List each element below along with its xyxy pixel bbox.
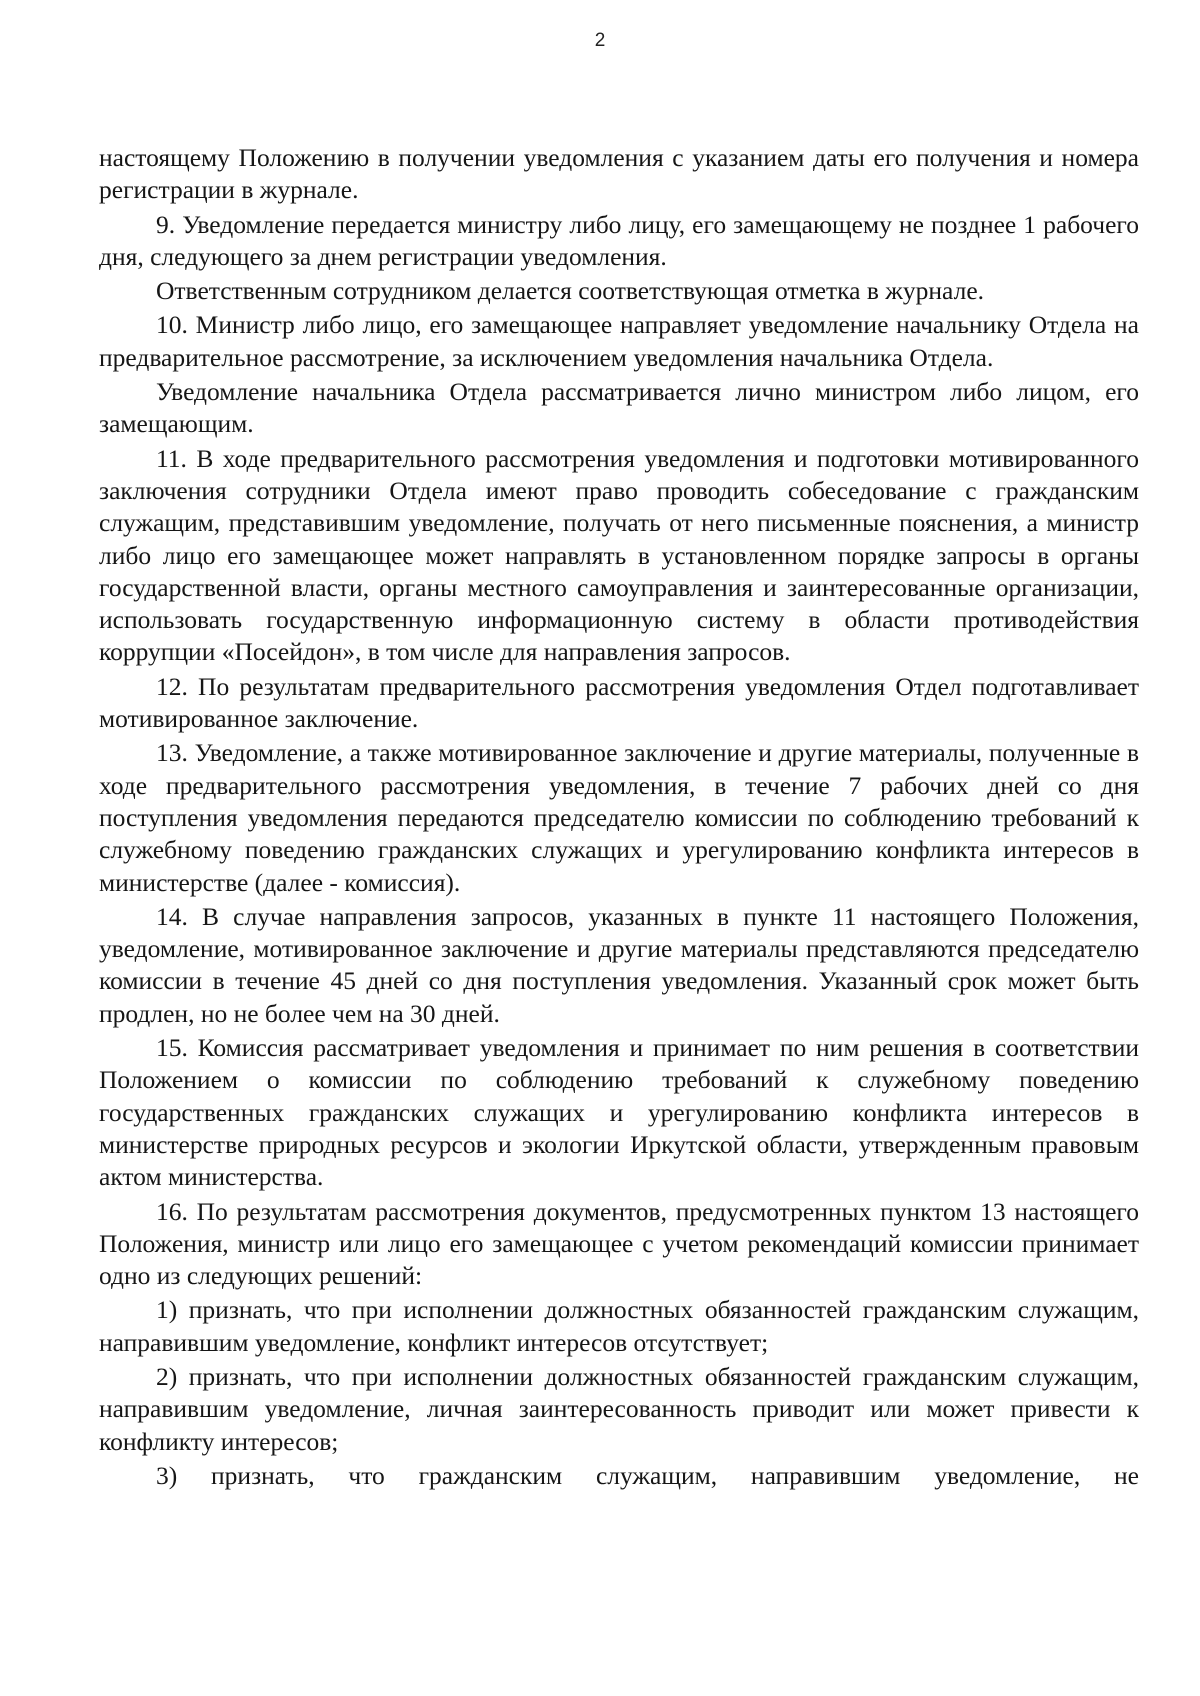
document-body — [99, 142, 1139, 1494]
paragraph: 9. Уведомление передается министру либо лицу, его замещающему не позднее 1 рабочего дня, следующего за днем регистрации уведомления. — [99, 209, 1139, 271]
paragraph: 13. Уведомление, а также мотивированное заключение и другие материалы, полученные в ходе предварительного рассмотрения уведомления, в течение 7 рабочих дней со дня поступления уведомления передаются председателю комиссии по соблюдению требований к служебному поведению гражданских служащих и урегулированию конфликта интересов в министерстве (далее - комиссия). — [99, 738, 1139, 897]
paragraph: 12. По результатам предварительного рассмотрения уведомления Отдел подготавливает мотивированное заключение. — [99, 671, 1139, 734]
paragraph: Ответственным сотрудником делается соответствующая отметка в журнале. — [156, 276, 985, 306]
paragraph: 14. В случае направления запросов, указанных в пункте 11 настоящего Положения, уведомление, мотивированное заключение и другие материалы представляются председателю комиссии в течение 45 дней со дня поступления уведомления. Указанный срок может быть продлен, но не более чем на 30 дней. — [99, 901, 1139, 1028]
paragraph: 1) признать, что при исполнении должностных обязанностей гражданским служащим, направившим уведомление, конфликт интересов отсутствует; — [99, 1295, 1139, 1357]
page-number: 2 — [594, 30, 606, 51]
paragraph: 10. Министр либо лицо, его замещающее направляет уведомление начальнику Отдела на предварительное рассмотрение, за исключением уведомления начальника Отдела. — [99, 310, 1139, 372]
paragraph: 15. Комиссия рассматривает уведомления и принимает по ним решения в соответствии Положением о комиссии по соблюдению требований к служебному поведению государственных гражданских служащих и урегулированию конфликта интересов в министерстве природных ресурсов и экологии Иркутской области, утвержденным правовым актом министерства. — [99, 1033, 1139, 1192]
paragraph: 11. В ходе предварительного рассмотрения уведомления и подготовки мотивированного заключения сотрудники Отдела имеют право проводить собеседование с гражданским служащим, представившим уведомление, получать от него письменные пояснения, а министр либо лицо его замещающее может направлять в установленном порядке запросы в органы государственной власти, органы местного самоуправления и заинтересованные организации, использовать государственную информационную систему в области противодействия коррупции «Посейдон», в том числе для направления запросов. — [99, 443, 1139, 667]
paragraph: 2) признать, что при исполнении должностных обязанностей гражданским служащим, направившим уведомление, личная заинтересованность приводит или может привести к конфликту интересов; — [99, 1361, 1139, 1456]
paragraph: Уведомление начальника Отдела рассматривается лично министром либо лицом, его замещающим. — [99, 377, 1139, 439]
paragraph: настоящему Положению в получении уведомления с указанием даты его получения и номера регистрации в журнале. — [99, 143, 1139, 205]
paragraph: 16. По результатам рассмотрения документов, предусмотренных пунктом 13 настоящего Положения, министр или лицо его замещающее с учетом рекомендаций комиссии принимает одно из следующих решений: — [99, 1196, 1139, 1291]
paragraph: 3) признать, что гражданским служащим, направившим уведомление, не — [156, 1460, 1139, 1490]
